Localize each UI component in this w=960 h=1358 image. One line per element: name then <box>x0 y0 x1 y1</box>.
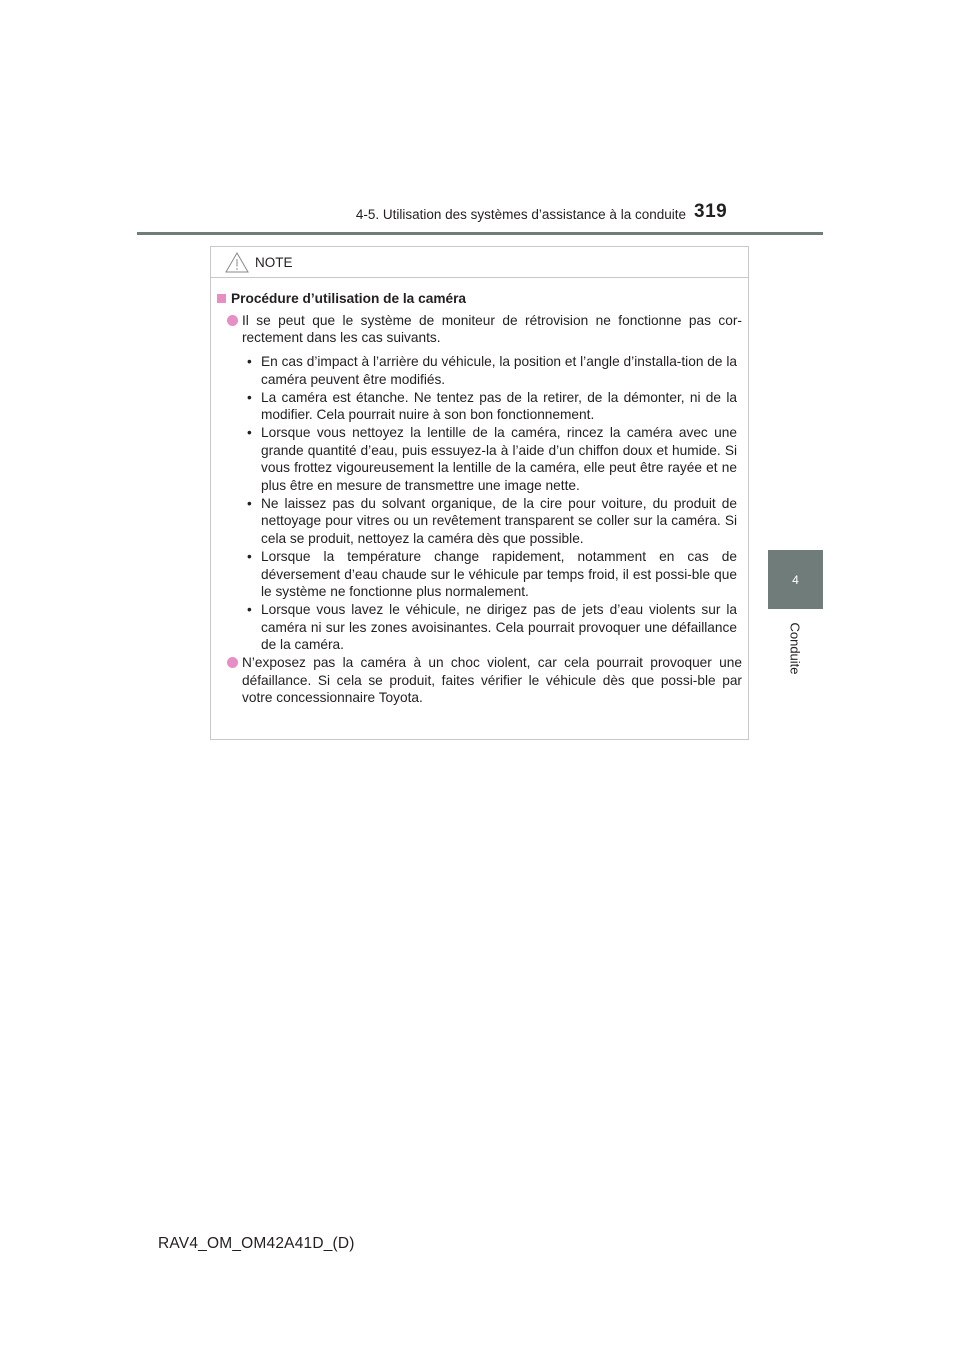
chapter-number: 4 <box>792 572 799 587</box>
sub-item-list <box>217 353 742 654</box>
sub-item: • En cas d’impact à l’arrière du véhicule, la position et l’angle d’installa-tion de la caméra peuvent être modifiés. <box>261 353 737 388</box>
note-label: NOTE <box>255 254 293 270</box>
sub-item: • Ne laissez pas du solvant organique, de la cire pour voiture, du produit de nettoyage pour vitres ou un revêtement transparent se coller sur la caméra. Si cela se produit, nettoyez la caméra dès que possible. <box>261 495 737 548</box>
chapter-label <box>770 618 820 678</box>
note-section-heading <box>217 290 742 308</box>
note-bullet-text: Il se peut que le système de moniteur de rétrovision ne fonctionne pas cor-rectement dans les cas suivants. <box>242 312 742 346</box>
document-code: RAV4_OM_OM42A41D_(D) <box>158 1235 355 1252</box>
header-rule <box>137 232 823 235</box>
circle-bullet-icon <box>227 657 238 668</box>
sub-item: • Lorsque vous lavez le véhicule, ne dirigez pas de jets d’eau violents sur la caméra ni sur les zones avoisinantes. Cela pourrait provoquer une défaillance de la caméra. <box>261 601 737 654</box>
note-bullet <box>217 654 742 707</box>
sub-item: • Lorsque la température change rapidement, notamment en cas de déversement d’eau chaude sur le véhicule par temps froid, il est possi-ble que le système ne fonctionne plus normalement. <box>261 548 737 601</box>
note-bullet <box>217 312 742 347</box>
note-section-title: Procédure d’utilisation de la caméra <box>231 291 467 306</box>
square-bullet-icon <box>217 294 226 303</box>
note-body <box>211 278 748 707</box>
chapter-tab <box>768 550 823 609</box>
warning-triangle-icon <box>225 252 249 273</box>
chapter-label-text: Conduite <box>787 621 803 675</box>
note-box <box>210 246 749 740</box>
circle-bullet-icon <box>227 315 238 326</box>
sub-item: • La caméra est étanche. Ne tentez pas de la retirer, de la démonter, ni de la modifier. Cela pourrait nuire à son bon fonctionnement. <box>261 389 737 424</box>
section-header-title: 4-5. Utilisation des systèmes d’assistance à la conduite <box>355 207 686 222</box>
sub-item: • Lorsque vous nettoyez la lentille de la caméra, rincez la caméra avec une grande quantité d’eau, puis essuyez-la à l’aide d’un chiffon doux et humide. Si vous frottez vigoureusement la lentille de la caméra, elle peut être rayée et ne plus être en mesure de transmettre une image nette. <box>261 424 737 495</box>
page-number: 319 <box>694 201 728 222</box>
note-bullet-text: N’exposez pas la caméra à un choc violent, car cela pourrait provoquer une défaillance. Si cela se produit, faites vérifier le véhicule dès que possi-ble par votre concessionnaire Toyota. <box>242 655 742 706</box>
note-header <box>211 247 748 278</box>
